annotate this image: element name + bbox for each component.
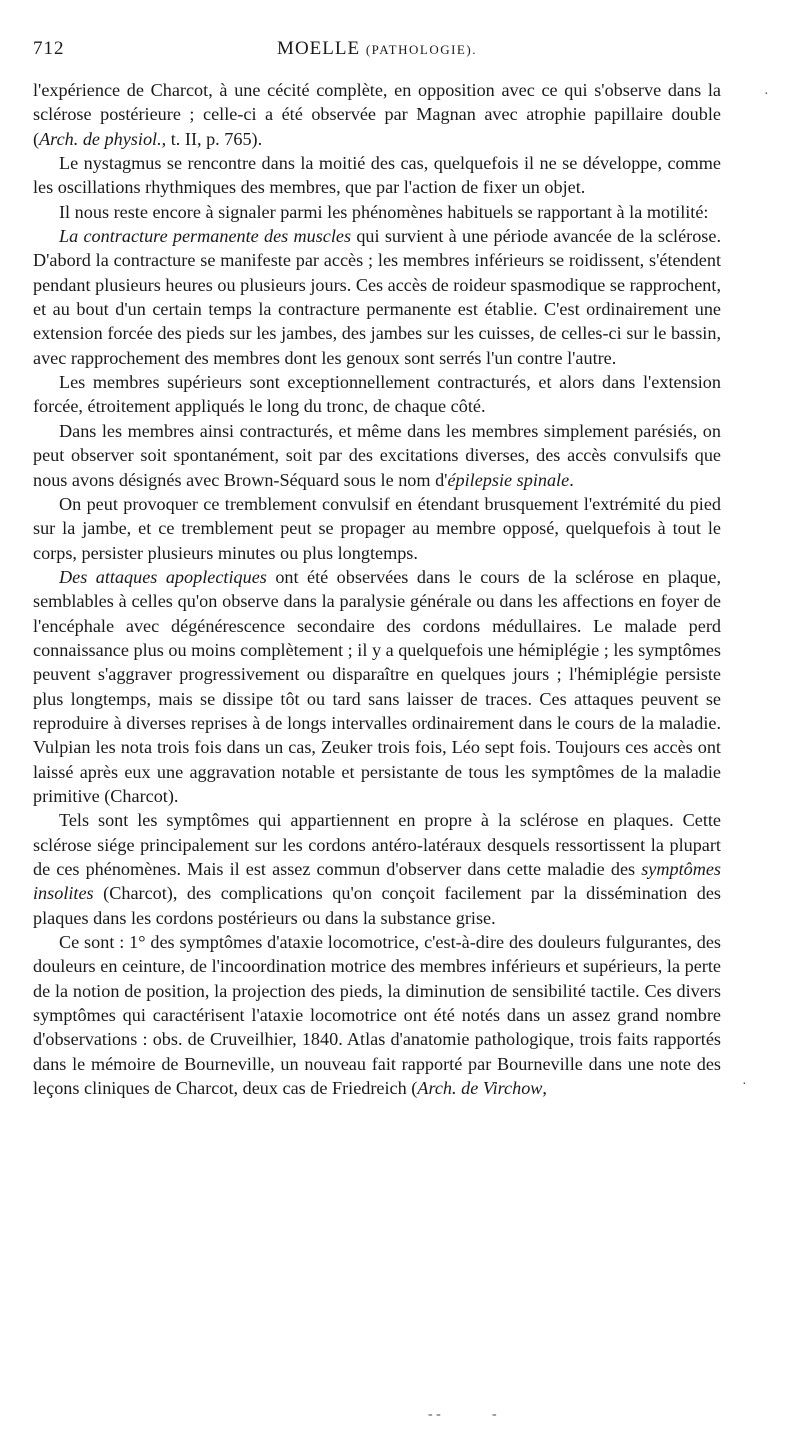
- italic-phrase: Des attaques apoplectiques: [59, 566, 267, 587]
- paragraph-2: Le nystagmus se rencontre dans la moitié des cas, quelquefois il ne se développe, comme les oscillations rhythmiques des membres, que par l'action de fixer un objet.: [33, 153, 721, 198]
- running-title-main: MOELLE: [277, 38, 361, 59]
- running-title: [33, 38, 721, 60]
- italic-phrase: épilepsie spinale: [447, 469, 570, 490]
- paragraph-1: l'expérience de Charcot, à une cécité complète, en opposition avec ce qui s'observe dans la sclérose postérieure ; celle-ci a été observée par Magnan avec atrophie papillaire double (Arch. de physiol., t. II, p. 765).: [33, 80, 721, 149]
- paragraph-4: La contracture permanente des muscles qui survient à une période avancée de la sclérose. D'abord la contracture se manifeste par accès ; les membres inférieurs se roidissent, s'étendent pendant plusieurs heures ou plusieurs jours. Ces accès de roideur spasmodique se rapprochent, et au bout d'un certain temps la contracture permanente est établie. C'est ordinairement une extension forcée des pieds sur les jambes, des jambes sur les cuisses, de celles-ci sur le bassin, avec rapprochement des membres dont les genoux sont serrés l'un contre l'autre.: [33, 226, 721, 368]
- scan-speck: -: [492, 1407, 497, 1422]
- paragraph-3: Il nous reste encore à signaler parmi les phénomènes habituels se rapportant à la motilité:: [59, 201, 709, 222]
- running-header: [33, 38, 721, 78]
- page: [33, 38, 721, 1100]
- page-number: 712: [33, 38, 65, 59]
- paragraph-6: Dans les membres ainsi contracturés, et même dans les membres simplement parésiés, on peut observer soit spontanément, soit par des excitations diverses, des accès convulsifs que nous avons désignés avec Brown-Séquard sous le nom d'épilepsie spinale.: [33, 420, 721, 490]
- scan-speck: - -: [428, 1407, 441, 1422]
- margin-dot: ·: [764, 87, 769, 102]
- paragraph-9: Tels sont les symptômes qui appartiennent en propre à la sclérose en plaques. Cette sclérose siége principalement sur les cordons antéro-latéraux desquels ressortissent la plupart de ces phénomènes. Mais il est assez commun d'observer dans cette maladie des symptômes insolites (Charcot), des complications qu'on conçoit facilement par la dissémination des plaques dans les cordons postérieurs ou dans la substance grise.: [33, 810, 721, 928]
- running-title-sub: (PATHOLOGIE).: [365, 42, 477, 57]
- paragraph-7: On peut provoquer ce tremblement convulsif en étendant brusquement l'extrémité du pied sur la jambe, et ce tremblement peut se propager au membre opposé, quelquefois à tout le corps, persister plusieurs minutes ou plus longtemps.: [33, 493, 721, 563]
- italic-phrase: symptômes insolites: [33, 859, 721, 904]
- paragraph-10: Ce sont : 1° des symptômes d'ataxie locomotrice, c'est-à-dire des douleurs fulgurantes, des douleurs en ceinture, de l'incoordination motrice des membres inférieurs et supérieurs, la perte de la notion de position, la projection des pieds, la diminution de sensibilité tactile. Ces divers symptômes qui caractérisent l'ataxie locomotrice ont été notés dans un assez grand nombre d'observations : obs. de Cruveilhier, 1840. Atlas d'anatomie pathologique, trois faits rapportés dans le mémoire de Bourneville, un nouveau fait rapporté par Bourneville dans une note des leçons cliniques de Charcot, deux cas de Friedreich (Arch. de Virchow,: [33, 932, 721, 1099]
- italic-phrase: Arch. de Virchow: [417, 1078, 543, 1099]
- margin-dot: ·: [742, 1077, 747, 1092]
- italic-phrase: La contracture permanente des muscles: [59, 226, 352, 247]
- italic-phrase: Arch. de physiol.: [39, 128, 162, 149]
- paragraph-8: Des attaques apoplectiques ont été observées dans le cours de la sclérose en plaque, semblables à celles qu'on observe dans la paralysie générale ou dans les affections en foyer de l'encéphale avec dégénérescence secondaire des cordons médullaires. Le malade perd connaissance plus ou moins complètement ; il y a quelquefois une hémiplégie ; les symptômes peuvent s'aggraver progressivement ou disparaître en quelques jours ; l'hémiplégie persiste plus longtemps, mais se dissipe tôt ou tard sans laisser de traces. Ces attaques peuvent se reproduire à diverses reprises à de longs intervalles ordinairement dans le cours de la maladie. Vulpian les nota trois fois dans un cas, Zeuker trois fois, Léo sept fois. Toujours ces accès ont laissé après eux une aggravation notable et persistante de tous les symptômes de la maladie primitive (Charcot).: [33, 566, 721, 806]
- paragraph-5: Les membres supérieurs sont exceptionnellement contracturés, et alors dans l'extension forcée, étroitement appliqués le long du tronc, de chaque côté.: [33, 372, 721, 417]
